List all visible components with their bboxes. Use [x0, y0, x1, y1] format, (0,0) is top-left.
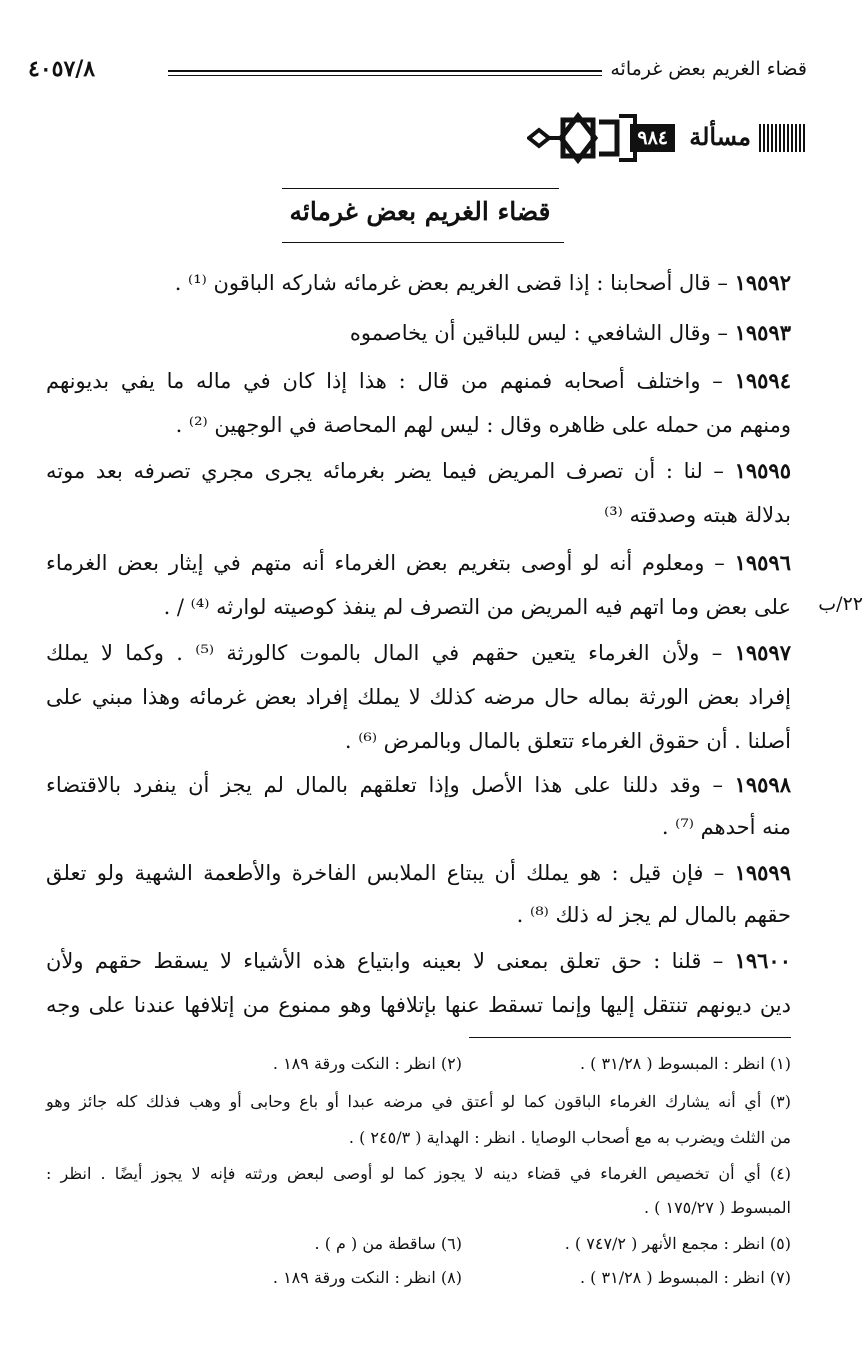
- masala-number: ٩٨٤: [630, 124, 675, 152]
- text-line: [46, 990, 791, 1020]
- running-header: [28, 58, 807, 88]
- paragraph-number: ١٩٥٩٤: [734, 368, 791, 393]
- paragraph-text: منه أحدهم ⁽⁷⁾ .: [661, 815, 791, 839]
- banner-ornament-icon: [527, 110, 637, 166]
- text-line: [46, 366, 791, 396]
- margin-folio-note: ٢٢/ب: [818, 593, 863, 615]
- text-line: [46, 318, 791, 348]
- footnote: (٦) ساقطة من ( م ) .: [314, 1234, 462, 1253]
- paragraph-text: حقهم بالمال لم يجز له ذلك ⁽⁸⁾ .: [516, 903, 791, 927]
- footnote: (٣) أي أنه يشارك الغرماء الباقون كما لو أعتق في مرضه عبدا أو باع وحابى أو وهب فذلك كله جائز وهو: [46, 1092, 791, 1111]
- paragraph-number: ١٩٥٩٢: [734, 270, 791, 295]
- footnote: (٢) انظر : النكت ورقة ١٨٩ .: [272, 1054, 462, 1073]
- paragraph-text: – واختلف أصحابه فمنهم من قال : هذا إذا كان في ماله ما يفي بديونهم: [46, 369, 735, 393]
- text-line: [46, 770, 791, 800]
- paragraph-text: – قلنا : حق تعلق بمعنى لا بعينه وابتياع هذه الأشياء لا يسقط حقهم ولأن: [46, 949, 735, 973]
- banner-bars-ornament: [759, 124, 805, 152]
- page-number: ٤٠٥٧/٨: [28, 56, 96, 82]
- paragraph-text: على بعض وما اتهم فيه المريض من التصرف لم ينفذ كوصيته لوارثه ⁽⁴⁾ / .: [163, 595, 791, 619]
- paragraph-text: – وقال الشافعي : ليس للباقين أن يخاصموه: [349, 321, 735, 345]
- paragraph-text: – فإن قيل : هو يملك أن يبتاع الملابس الفاخرة والأطعمة الشهية ولو تعلق: [46, 861, 735, 885]
- paragraph-text: – ولأن الغرماء يتعين حقهم في المال بالموت كالورثة ⁽⁵⁾ . وكما لا يملك: [46, 641, 735, 665]
- paragraph-number: ١٩٥٩٥: [734, 458, 791, 483]
- chapter-underline: [282, 242, 564, 243]
- footnote: المبسوط ( ١٧٥/٢٧ ) .: [643, 1198, 791, 1217]
- paragraph-text: – وقد دللنا على هذا الأصل وإذا تعلقهم بالمال لم يجز أن ينفرد بالاقتضاء: [46, 773, 735, 797]
- text-line: [46, 946, 791, 976]
- paragraph-text: أصلنا . أن حقوق الغرماء تتعلق بالمال وبالمرض ⁽⁶⁾ .: [344, 729, 791, 753]
- header-rule: [168, 70, 602, 76]
- masala-banner: [527, 110, 805, 166]
- text-line: [46, 500, 791, 530]
- text-line: [46, 548, 791, 578]
- paragraph-number: ١٩٥٩٨: [734, 772, 791, 797]
- text-line: [46, 858, 791, 888]
- paragraph-text: – قال أصحابنا : إذا قضى الغريم بعض غرمائه شاركه الباقون ⁽¹⁾ .: [174, 271, 735, 295]
- footnote-rule: [469, 1037, 791, 1038]
- footnote: (٧) انظر : المبسوط ( ٣١/٢٨ ) .: [580, 1268, 791, 1287]
- chapter-title: قضاء الغريم بعض غرمائه: [289, 197, 551, 226]
- text-line: [46, 592, 791, 622]
- paragraph-text: – لنا : أن تصرف المريض فيما يضر بغرمائه يجرى مجري تصرفه بعد موته: [46, 459, 735, 483]
- paragraph-text: بدلالة هبته وصدقته ⁽³⁾: [604, 503, 791, 527]
- text-line: [46, 410, 791, 440]
- text-line: [46, 812, 791, 842]
- text-line: [46, 268, 791, 298]
- text-line: [46, 682, 791, 712]
- paragraph-text: ومنهم من حمله على ظاهره وقال : ليس لهم المحاصة في الوجهين ⁽²⁾ .: [175, 413, 791, 437]
- text-line: [46, 900, 791, 930]
- footnote: (٨) انظر : النكت ورقة ١٨٩ .: [272, 1268, 462, 1287]
- footnote: (٥) انظر : مجمع الأنهر ( ٧٤٧/٢ ) .: [564, 1234, 791, 1253]
- running-title: قضاء الغريم بعض غرمائه: [610, 58, 807, 80]
- paragraph-number: ١٩٥٩٧: [734, 640, 791, 665]
- paragraph-text: دين ديونهم تنتقل إليها وإنما تسقط عنها بإتلافها وهو ممنوع من إتلافها عندنا على وجه: [46, 993, 791, 1017]
- paragraph-text: – ومعلوم أنه لو أوصى بتغريم بعض الغرماء أنه متهم في إيثار بعض الغرماء: [46, 551, 735, 575]
- text-line: [46, 456, 791, 486]
- text-line: [46, 638, 791, 668]
- paragraph-number: ١٩٥٩٦: [734, 550, 791, 575]
- paragraph-text: إفراد بعض الورثة بماله حال مرضه كذلك لا يملك إفراد بعض غرمائه وهذا مبني على: [46, 685, 791, 709]
- masala-label: مسألة: [689, 122, 751, 151]
- paragraph-number: ١٩٦٠٠: [734, 948, 791, 973]
- chapter-top-rule: [282, 188, 559, 189]
- footnote: (٤) أي أن تخصيص الغرماء في قضاء دينه لا يجوز كما لو أوصى لبعض ورثته فإنه لا يجوز أيضًا . انظر :: [46, 1164, 791, 1183]
- paragraph-number: ١٩٥٩٩: [734, 860, 791, 885]
- footnote: (١) انظر : المبسوط ( ٣١/٢٨ ) .: [580, 1054, 791, 1073]
- paragraph-number: ١٩٥٩٣: [734, 320, 791, 345]
- footnote: من الثلث ويضرب به مع أصحاب الوصايا . انظر : الهداية ( ٢٤٥/٣ ) .: [348, 1128, 791, 1147]
- text-line: [46, 726, 791, 756]
